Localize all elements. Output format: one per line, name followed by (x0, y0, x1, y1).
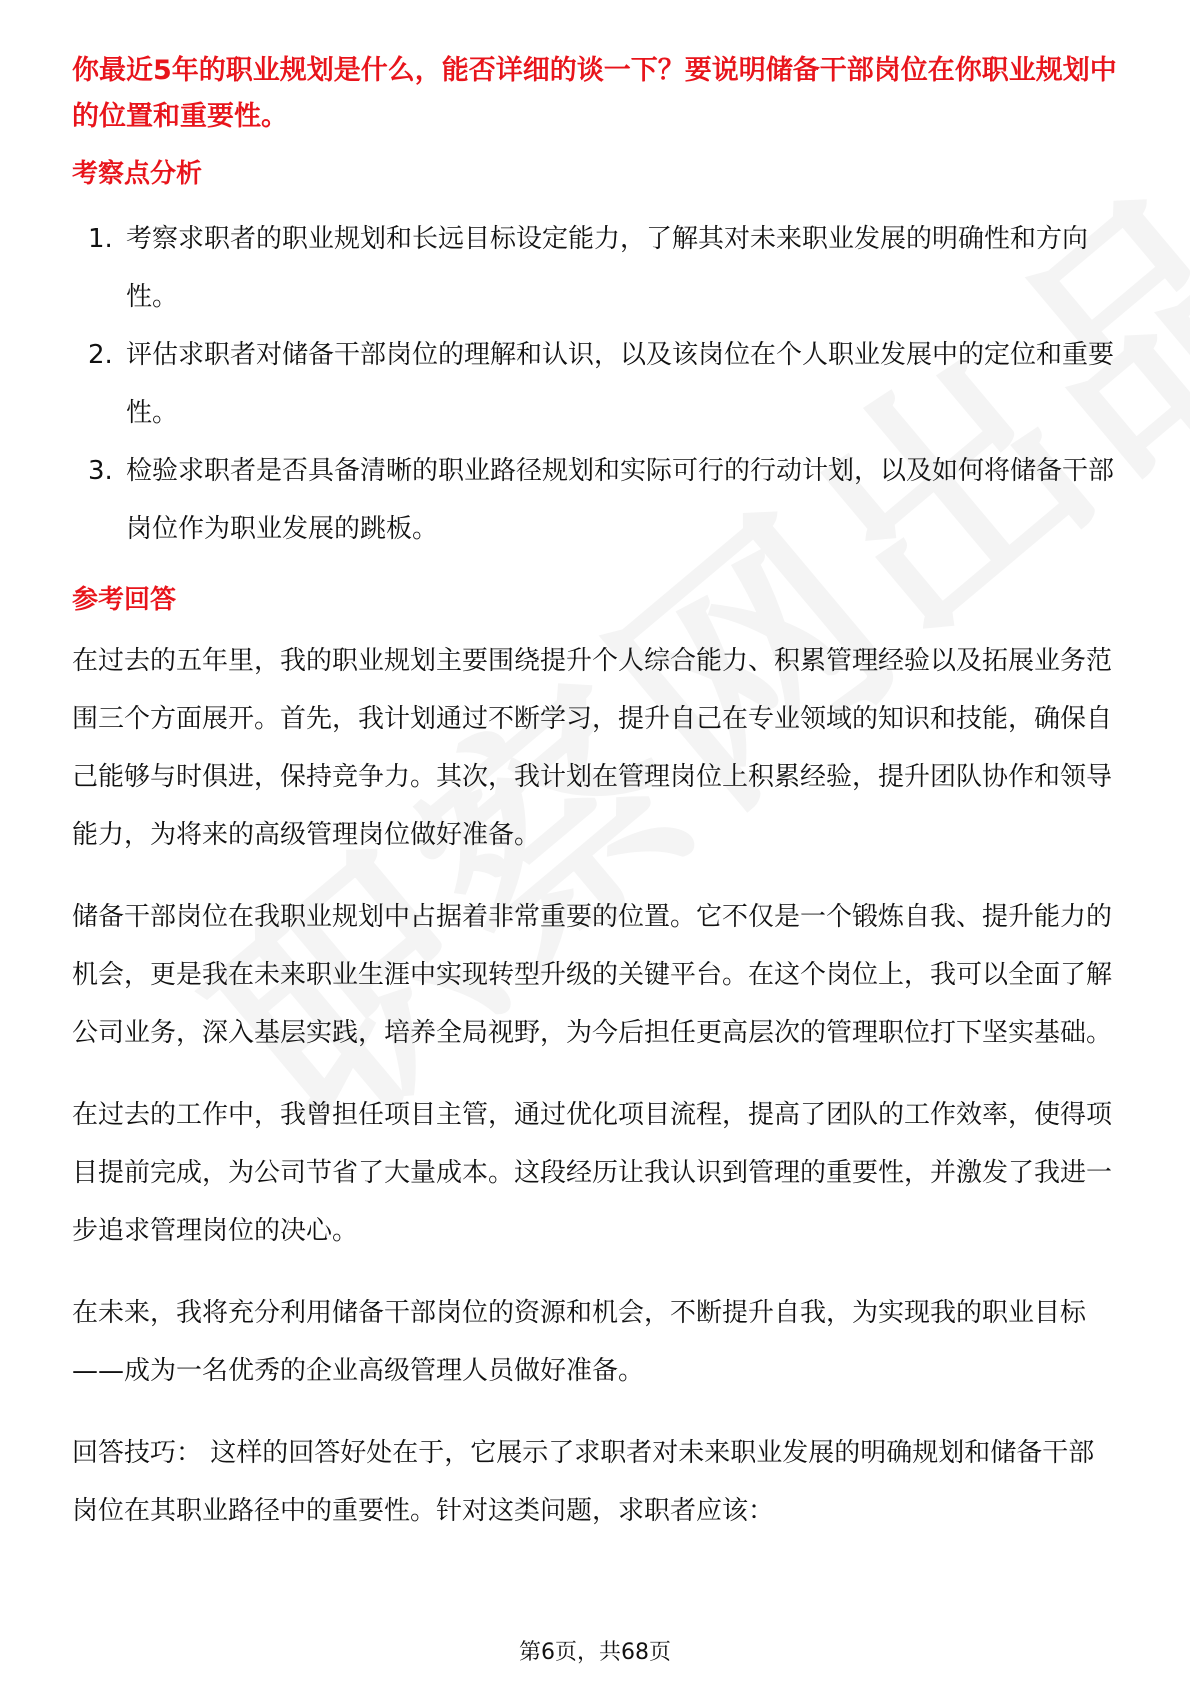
analysis-item-number: 1. (88, 224, 113, 254)
analysis-item (72, 326, 1118, 442)
answer-paragraph: 在过去的工作中，我曾担任项目主管，通过优化项目流程，提高了团队的工作效率，使得项目提前完成，为公司节省了大量成本。这段经历让我认识到管理的重要性，并激发了我进一步追求管理岗位的决心。 (72, 1100, 1113, 1246)
question-heading: 你最近5年的职业规划是什么，能否详细的谈一下？要说明储备干部岗位在你职业规划中的位置和重要性。 (72, 55, 1117, 132)
answer-paragraph: 在过去的五年里，我的职业规划主要围绕提升个人综合能力、积累管理经验以及拓展业务范围三个方面展开。首先，我计划通过不断学习，提升自己在专业领域的知识和技能，确保自己能够与时俱进，保持竞争力。其次，我计划在管理岗位上积累经验，提升团队协作和领导能力，为将来的高级管理岗位做好准备。 (72, 646, 1113, 850)
answer-paragraph: 在未来，我将充分利用储备干部岗位的资源和机会，不断提升自我，为实现我的职业目标——成为一名优秀的企业高级管理人员做好准备。 (72, 1298, 1087, 1386)
page-number: 第6页，共68页 (519, 1640, 671, 1665)
analysis-item-number: 3. (88, 456, 113, 486)
answer-title: 参考回答 (72, 585, 177, 615)
analysis-list (72, 210, 1118, 558)
analysis-item (72, 442, 1118, 558)
analysis-item (72, 210, 1118, 326)
analysis-title: 考察点分析 (72, 159, 203, 189)
answer-tips: 回答技巧： 这样的回答好处在于，它展示了求职者对未来职业发展的明确规划和储备干部岗位在其职业路径中的重要性。针对这类问题，求职者应该： (72, 1438, 1095, 1526)
answer-paragraph: 储备干部岗位在我职业规划中占据着非常重要的位置。它不仅是一个锻炼自我、提升能力的机会，更是我在未来职业生涯中实现转型升级的关键平台。在这个岗位上，我可以全面了解公司业务，深入基层实践，培养全局视野，为今后担任更高层次的管理职位打下坚实基础。 (72, 902, 1113, 1048)
analysis-item-text: 检验求职者是否具备清晰的职业路径规划和实际可行的行动计划，以及如何将储备干部岗位作为职业发展的跳板。 (126, 456, 1115, 544)
analysis-item-text: 考察求职者的职业规划和长远目标设定能力，了解其对未来职业发展的明确性和方向性。 (126, 224, 1089, 312)
analysis-item-number: 2. (88, 340, 113, 370)
analysis-item-text: 评估求职者对储备干部岗位的理解和认识，以及该岗位在个人职业发展中的定位和重要性。 (126, 340, 1115, 428)
page-content (72, 48, 1118, 1564)
